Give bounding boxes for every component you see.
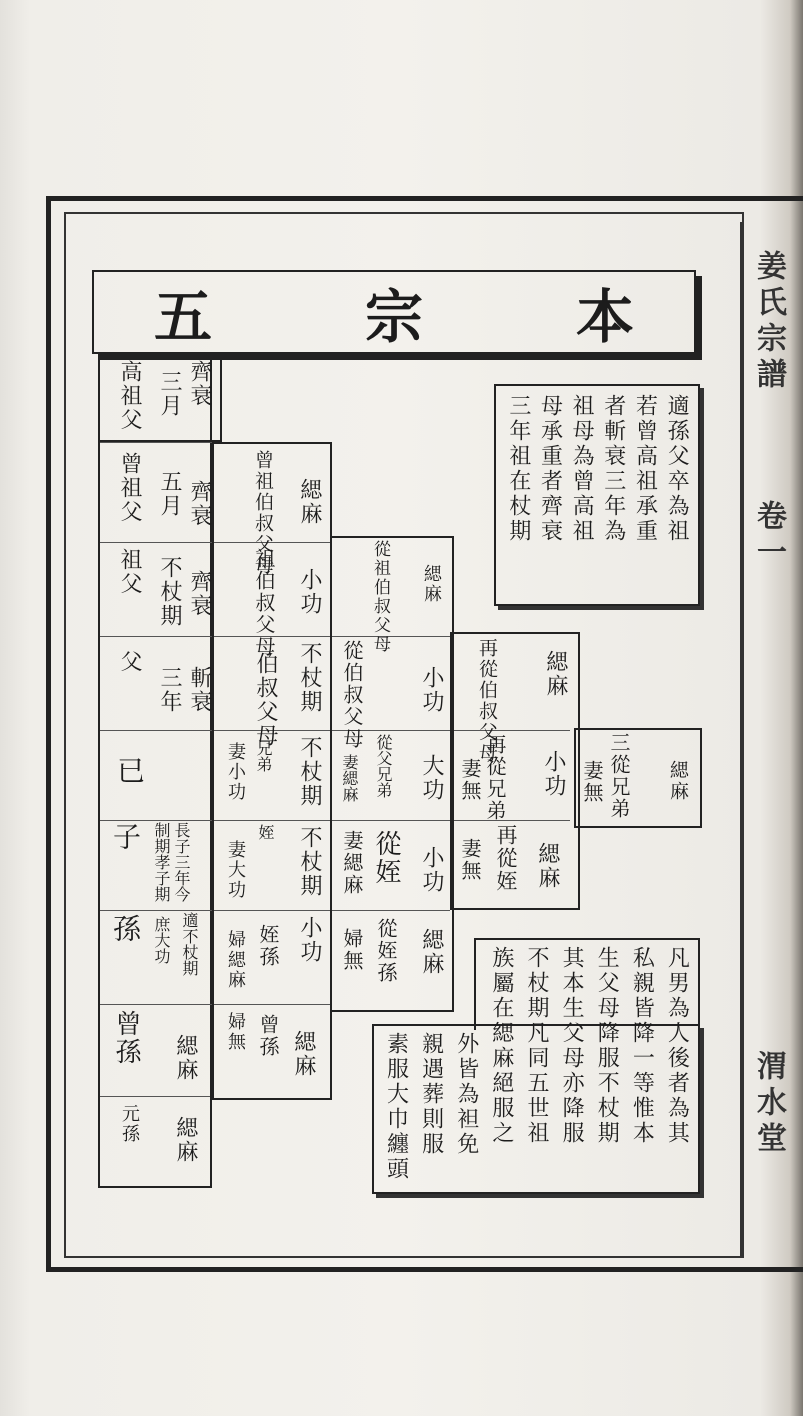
col3-c4-rel: 從姪 xyxy=(371,830,401,886)
note-bottom-line-6: 族屬在緦麻絕服之 xyxy=(488,946,514,1146)
col4-c3-wife: 妻無 xyxy=(458,838,482,882)
title-char-3: 五 xyxy=(154,283,213,351)
note-bottom-line-5: 不杖期凡同五世祖 xyxy=(523,946,549,1146)
col2-c5-rel: 姪 xyxy=(256,824,275,840)
zengsun-mourn: 緦麻 xyxy=(173,1034,198,1082)
col2-c7-rel: 曾孫 xyxy=(256,1014,280,1058)
col2-c3-rel: 伯叔父母 xyxy=(253,652,278,748)
col2-c6-wife: 婦緦麻 xyxy=(225,930,246,990)
col2-c7-wife: 婦無 xyxy=(225,1012,246,1052)
col3-c3-rel: 從父兄弟 xyxy=(374,734,393,798)
zengzu-name: 曾祖父 xyxy=(117,452,142,524)
zengzu-term: 五月 xyxy=(157,470,182,518)
col2-c6-rel: 姪孫 xyxy=(256,924,280,968)
col2-c7-mourn: 緦麻 xyxy=(291,1030,316,1078)
zengzu-mourn: 齊衰 xyxy=(187,480,212,528)
gaozu-name: 高祖父 xyxy=(117,360,142,432)
volume-edge: 卷一 xyxy=(751,500,786,572)
col3-c4-mourn: 小功 xyxy=(419,846,444,894)
col3-c5-wife: 婦無 xyxy=(340,928,364,972)
note-top-line-5: 母承重者齊衰 xyxy=(537,394,563,544)
col2-c5-mourn: 不杖期 xyxy=(297,826,322,898)
gaozu-term: 三月 xyxy=(157,370,182,418)
col5-c1-wife: 妻無 xyxy=(580,760,604,804)
col3-c5-rel: 從姪孫 xyxy=(374,918,398,984)
ji-name: 已 xyxy=(113,756,146,786)
col3-c1-mourn: 緦麻 xyxy=(421,564,442,604)
note-bottom-line-1: 凡男為人後者為其 xyxy=(664,946,690,1146)
note-bottom-line-8: 親遇葬則服 xyxy=(418,1032,444,1157)
note-bottom-line-4: 其本生父母亦降服 xyxy=(559,946,585,1146)
note-top-line-3: 者斬衰三年為 xyxy=(600,394,626,544)
col4-c3-rel: 再從姪 xyxy=(494,824,518,893)
col3-c2-rel: 從伯叔父母 xyxy=(340,640,364,750)
zu-term: 不杖期 xyxy=(157,556,182,628)
col3-c3-mourn: 大功 xyxy=(419,754,444,802)
zi-note-4: 適不杖期 xyxy=(180,912,199,976)
col2-c6-mourn: 小功 xyxy=(297,916,322,964)
col3-c2-mourn: 小功 xyxy=(419,666,444,714)
zi-note-3: 庶大功 xyxy=(152,916,171,964)
zu-mourn: 齊衰 xyxy=(187,570,212,618)
col2-c1-mourn: 緦麻 xyxy=(297,478,322,526)
col2-c1-rel: 曾祖伯叔父母 xyxy=(252,450,274,576)
fu-term: 三年 xyxy=(157,666,182,714)
hall-name-edge: 渭水堂 xyxy=(751,1050,786,1158)
col4-c2-rel: 再從兄弟 xyxy=(483,734,507,822)
sun-name: 孫 xyxy=(109,914,142,944)
xuansun-mourn: 緦麻 xyxy=(173,1116,198,1164)
note-top-line-4: 祖母為曾高祖 xyxy=(569,394,595,544)
note-bottom-line-9: 素服大巾纏頭 xyxy=(383,1032,409,1182)
note-bottom-line-7: 外皆為袒免 xyxy=(453,1032,479,1157)
col5-c1-mourn: 緦麻 xyxy=(667,760,689,802)
col4-c1-mourn: 緦麻 xyxy=(543,650,568,698)
col4-c2-wife: 妻無 xyxy=(458,758,482,802)
note-top xyxy=(494,384,700,606)
chart-title xyxy=(92,270,696,354)
zi-note-1: 制期孝子期 xyxy=(152,822,171,902)
col2-c4-wife: 妻小功 xyxy=(225,742,246,802)
col4-c1-rel: 再從伯叔父母 xyxy=(476,638,498,764)
col2-c2-rel: 祖伯叔父母 xyxy=(252,548,276,658)
note-top-line-6: 三年祖在杖期 xyxy=(505,394,531,544)
col2-c2-mourn: 小功 xyxy=(297,568,322,616)
note-bottom-line-3: 生父母降服不杖期 xyxy=(594,946,620,1146)
zi-name: 子 xyxy=(109,822,142,852)
col2-c4-mourn: 不杖期 xyxy=(297,736,322,808)
zi-note-2: 長子三年今 xyxy=(172,822,191,902)
col3-c4-wife: 妻緦麻 xyxy=(340,830,364,896)
col4-c3-mourn: 緦麻 xyxy=(535,842,560,890)
note-bottom-line-2: 私親皆降一等惟本 xyxy=(629,946,655,1146)
col4-c2-mourn: 小功 xyxy=(541,750,566,798)
col5-c1-rel: 三從兄弟 xyxy=(607,732,631,820)
fu-name: 父 xyxy=(117,650,142,674)
col3-c5-mourn: 緦麻 xyxy=(419,928,444,976)
note-top-line-2: 若曾高祖承重 xyxy=(632,394,658,544)
title-char-1: 本 xyxy=(575,283,634,351)
col2-c4-rel: 兄弟 xyxy=(254,740,273,772)
note-bottom xyxy=(372,938,700,1194)
book-title-edge: 姜氏宗譜 xyxy=(751,250,786,394)
margin-rule xyxy=(740,222,743,1258)
title-char-2: 宗 xyxy=(364,283,423,351)
col3-c1-rel: 從祖伯叔父母 xyxy=(370,540,390,654)
gaozu-mourn: 齊衰 xyxy=(187,360,212,408)
zengsun-name: 曾孫 xyxy=(111,1010,141,1066)
xuansun-name: 元孫 xyxy=(119,1104,140,1144)
note-top-line-1: 適孫父卒為祖 xyxy=(664,394,690,544)
zu-name: 祖父 xyxy=(117,548,142,596)
col2-c3-mourn: 不杖期 xyxy=(297,642,322,714)
col3-c3-wife: 妻緦麻 xyxy=(340,754,359,802)
col2-c5-wife: 妻大功 xyxy=(225,840,246,900)
fu-mourn: 斬衰 xyxy=(187,666,212,714)
